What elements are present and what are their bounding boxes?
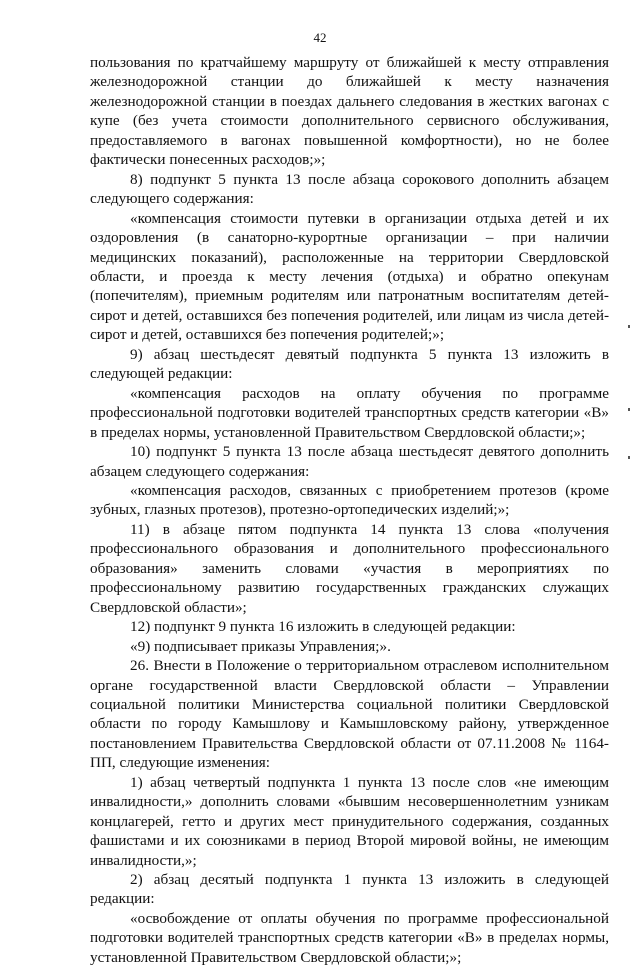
paragraph-item-10: 10) подпункт 5 пункта 13 после абзаца шестьдесят девятого дополнить абзацем следующего содержания: <box>90 443 609 480</box>
paragraph-item-8: 8) подпункт 5 пункта 13 после абзаца сорокового дополнить абзацем следующего содержания: <box>90 170 609 208</box>
paragraph-continuation: пользования по кратчайшему маршруту от ближайшей к месту отправления железнодорожной станции до ближайшей к месту назначения железнодорожной станции в поездах дальнего следования в жестких вагонах с купе (без учета стоимости дополнительного сервисного обслуживания, предоставляемого в вагонах повышенной комфортности), но не более фактически понесенных расходов;»; <box>90 54 609 169</box>
scan-margin-mark <box>628 408 630 411</box>
page-number: 42 <box>313 30 327 45</box>
scan-margin-mark <box>628 325 630 328</box>
paragraph-item-12: 12) подпункт 9 пункта 16 изложить в следующей редакции: <box>130 618 516 636</box>
paragraph-quote-prosthesis: «компенсация расходов, связанных с приобретением протезов (кроме зубных, глазных протезов), протезно-ортопедических изделий;»; <box>90 481 609 519</box>
document-body <box>90 53 609 967</box>
paragraph-sub-item-1: 1) абзац четвертый подпункта 1 пункта 13 после слов «не имеющим инвалидности,» дополнить словами «бывшим несовершеннолетним узникам концлагерей, гетто и других мест принудительного содержания, созданных фашистами и их союзниками в период Второй мировой войны, не имеющим инвалидности,»; <box>90 773 609 869</box>
paragraph-quote-compensation-voucher: «компенсация стоимости путевки в организации отдыха детей и их оздоровления (в санаторно-курортные организации – при наличии медицинских показаний), расположенные на территории Свердловской области, и проезда к месту лечения (отдыха) и обратно опекунам (попечителям), приемным родителям или патронатным воспитателям детей-сирот и детей, оставшихся без попечения родителей, или лицам из числа детей-сирот и детей, оставшихся без попечения родителей;»; <box>90 209 609 344</box>
scan-margin-mark <box>628 456 630 459</box>
paragraph-quote-exemption: «освобождение от оплаты обучения по программе профессиональной подготовки водителей транспортных средств категории «В» в пределах нормы, установленной Правительством Свердловской области;»; <box>90 909 609 966</box>
paragraph-section-26: 26. Внести в Положение о территориальном отраслевом исполнительном органе государственной власти Свердловской области – Управлении социальной политики Министерства социальной политики Свердловской области по городу Камышлову и Камышловскому району, утвержденное постановлением Правительства Свердловской области от 07.11.2008 № 1164-ПП, следующие изменения: <box>90 657 609 772</box>
paragraph-quote-driver-training: «компенсация расходов на оплату обучения по программе профессиональной подготовки водителей транспортных средств категории «В» в пределах нормы, установленной Правительством Свердловской области;»; <box>90 384 609 441</box>
paragraph-sub-item-2: 2) абзац десятый подпункта 1 пункта 13 изложить в следующей редакции: <box>90 871 609 908</box>
paragraph-item-9: 9) абзац шестьдесят девятый подпункта 5 пункта 13 изложить в следующей редакции: <box>90 345 609 383</box>
paragraph-quote-orders: «9) подписывает приказы Управления;». <box>130 637 391 655</box>
paragraph-item-11: 11) в абзаце пятом подпункта 14 пункта 13 слова «получения профессионального образования и дополнительного профессионального образования» заменить словами «участия в мероприятиях по профессиональному развитию государственных гражданских служащих Свердловской области»; <box>90 520 609 616</box>
